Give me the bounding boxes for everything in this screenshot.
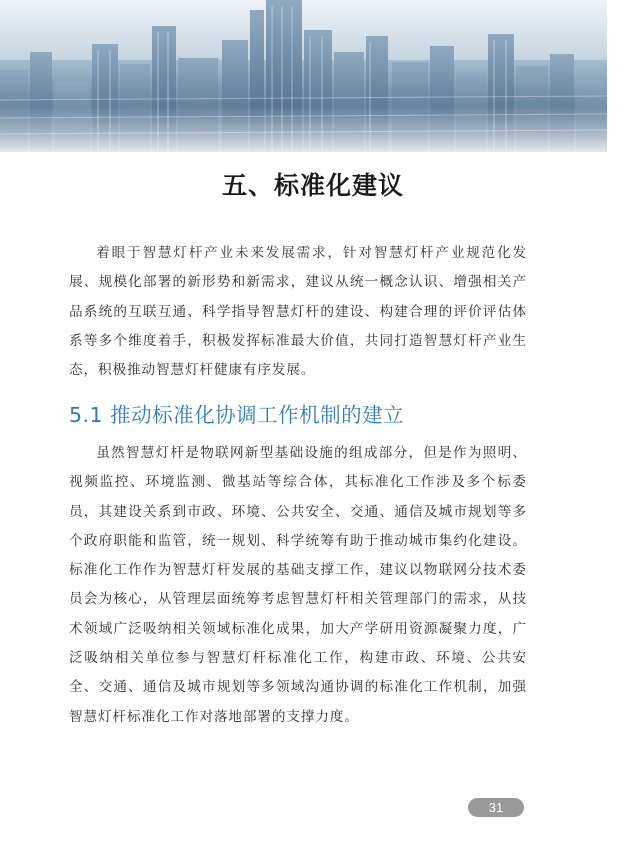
header-banner-image: [0, 0, 607, 152]
city-skyline-illustration: [0, 0, 607, 152]
page-title: 五、标准化建议: [221, 171, 404, 200]
page-number-badge: 31: [468, 798, 524, 817]
section-paragraph: 虽然智慧灯杆是物联网新型基础设施的组成部分，但是作为照明、视频监控、环境监测、微基站等综合体，其标准化工作涉及多个标委员，其建设关系到市政、环境、公共安全、交通、通信及城市规划等多个政府职能和监管，统一规划、科学统筹有助于推动城市集约化建设。标准化工作作为智慧灯杆发展的基础支撑工作，建议以物联网分技术委员会为核心，从管理层面统筹考虑智慧灯杆相关管理部门的需求，从技术领域广泛吸纳相关领域标准化成果，加大产学研用资源凝聚力度，广泛吸纳相关单位参与智慧灯杆标准化工作，构建市政、环境、公共安全、交通、通信及城市规划等多领域沟通协调的标准化工作机制，加强智慧灯杆标准化工作对落地部署的支撑力度。: [69, 445, 527, 725]
section-heading: 5.1 推动标准化协调工作机制的建立: [69, 403, 405, 427]
intro-paragraph: 着眼于智慧灯杆产业未来发展需求，针对智慧灯杆产业规范化发展、规模化部署的新形势和新需求，建议从统一概念认识、增强相关产品系统的互联互通、科学指导智慧灯杆的建设、构建合理的评价评估体系等多个维度着手，积极发挥标准最大价值，共同打造智慧灯杆产业生态，积极推动智慧灯杆健康有序发展。: [69, 245, 527, 379]
